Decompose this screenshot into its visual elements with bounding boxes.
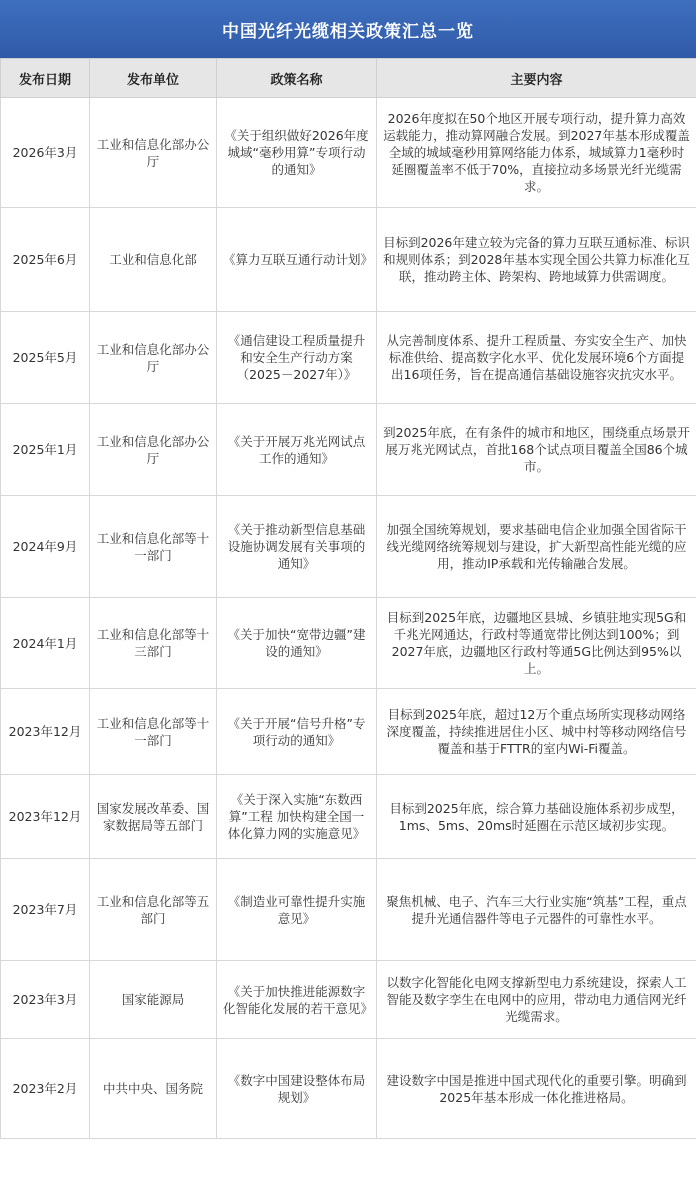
cell-date: 2025年6月 [1,208,90,312]
title-banner [0,0,696,58]
cell-org: 工业和信息化部等十三部门 [90,598,217,689]
cell-policy: 《关于加快推进能源数字化智能化发展的若干意见》 [217,961,377,1039]
cell-content: 目标到2025年底，边疆地区县城、乡镇驻地实现5G和千兆光网通达，行政村等通宽带比例达到100%；到2027年底，边疆地区行政村等通5G比例达到95%以上。 [377,598,696,689]
cell-content: 目标到2025年底，综合算力基础设施体系初步成型，1ms、5ms、20ms时延圈在示范区域初步实现。 [377,775,696,859]
cell-date: 2023年12月 [1,775,90,859]
cell-org: 中共中央、国务院 [90,1039,217,1139]
cell-policy: 《关于开展“信号升格”专项行动的通知》 [217,689,377,775]
cell-org: 国家能源局 [90,961,217,1039]
cell-content: 到2025年底，在有条件的城市和地区，围绕重点场景开展万兆光网试点，首批168个试点项目覆盖全国86个城市。 [377,404,696,496]
cell-date: 2025年5月 [1,312,90,404]
page-title: 中国光纤光缆相关政策汇总一览 [222,21,474,42]
table-row [1,98,696,208]
cell-policy: 《算力互联互通行动计划》 [217,208,377,312]
table-row [1,859,696,961]
cell-org: 工业和信息化部等十一部门 [90,496,217,598]
cell-date: 2023年2月 [1,1039,90,1139]
cell-policy: 《通信建设工程质量提升和安全生产行动方案（2025－2027年）》 [217,312,377,404]
table-row [1,689,696,775]
cell-content: 加强全国统筹规划，要求基础电信企业加强全国省际干线光缆网络统筹规划与建设，扩大新型高性能光缆的应用，推动IP承载和光传输融合发展。 [377,496,696,598]
cell-content: 聚焦机械、电子、汽车三大行业实施“筑基”工程，重点提升光通信器件等电子元器件的可靠性水平。 [377,859,696,961]
cell-org: 工业和信息化部办公厅 [90,312,217,404]
table-row [1,208,696,312]
cell-policy: 《关于深入实施“东数西算”工程 加快构建全国一体化算力网的实施意见》 [217,775,377,859]
cell-org: 工业和信息化部等十一部门 [90,689,217,775]
cell-content: 2026年度拟在50个地区开展专项行动，提升算力高效运载能力，推动算网融合发展。到2027年基本形成覆盖全域的城域毫秒用算网络能力体系，城域算力1毫秒时延圈覆盖率不低于70%，直接拉动多场景光纤光缆需求。 [377,98,696,208]
cell-policy: 《数字中国建设整体布局规划》 [217,1039,377,1139]
table-header-row [1,59,696,98]
cell-content: 从完善制度体系、提升工程质量、夯实安全生产、加快标准供给、提高数字化水平、优化发展环境6个方面提出16项任务，旨在提高通信基础设施容灾抗灾水平。 [377,312,696,404]
cell-policy: 《关于组织做好2026年度城域“毫秒用算”专项行动的通知》 [217,98,377,208]
table-row [1,775,696,859]
cell-date: 2025年1月 [1,404,90,496]
cell-date: 2023年3月 [1,961,90,1039]
table-row [1,496,696,598]
cell-date: 2024年9月 [1,496,90,598]
table-row [1,404,696,496]
cell-date: 2023年7月 [1,859,90,961]
table-row [1,961,696,1039]
cell-org: 工业和信息化部等五部门 [90,859,217,961]
cell-content: 建设数字中国是推进中国式现代化的重要引擎。明确到2025年基本形成一体化推进格局。 [377,1039,696,1139]
cell-content: 目标到2026年建立较为完备的算力互联互通标准、标识和规则体系；到2028年基本实现全国公共算力标准化互联，推动跨主体、跨架构、跨地域算力供需调度。 [377,208,696,312]
cell-org: 国家发展改革委、国家数据局等五部门 [90,775,217,859]
cell-content: 以数字化智能化电网支撑新型电力系统建设，探索人工智能及数字孪生在电网中的应用，带动电力通信网光纤光缆需求。 [377,961,696,1039]
cell-date: 2024年1月 [1,598,90,689]
cell-policy: 《关于开展万兆光网试点工作的通知》 [217,404,377,496]
header-content: 主要内容 [377,59,696,98]
cell-org: 工业和信息化部 [90,208,217,312]
header-date: 发布日期 [1,59,90,98]
cell-policy: 《制造业可靠性提升实施意见》 [217,859,377,961]
cell-org: 工业和信息化部办公厅 [90,404,217,496]
cell-org: 工业和信息化部办公厅 [90,98,217,208]
table-row [1,1039,696,1139]
cell-date: 2026年3月 [1,98,90,208]
cell-policy: 《关于加快“宽带边疆”建设的通知》 [217,598,377,689]
cell-policy: 《关于推动新型信息基础设施协调发展有关事项的通知》 [217,496,377,598]
cell-content: 目标到2025年底，超过12万个重点场所实现移动网络深度覆盖，持续推进居住小区、城中村等移动网络信号覆盖和基于FTTR的室内Wi-Fi覆盖。 [377,689,696,775]
header-policy: 政策名称 [217,59,377,98]
header-org: 发布单位 [90,59,217,98]
cell-date: 2023年12月 [1,689,90,775]
table-row [1,598,696,689]
table-row [1,312,696,404]
policy-table [0,58,696,1139]
